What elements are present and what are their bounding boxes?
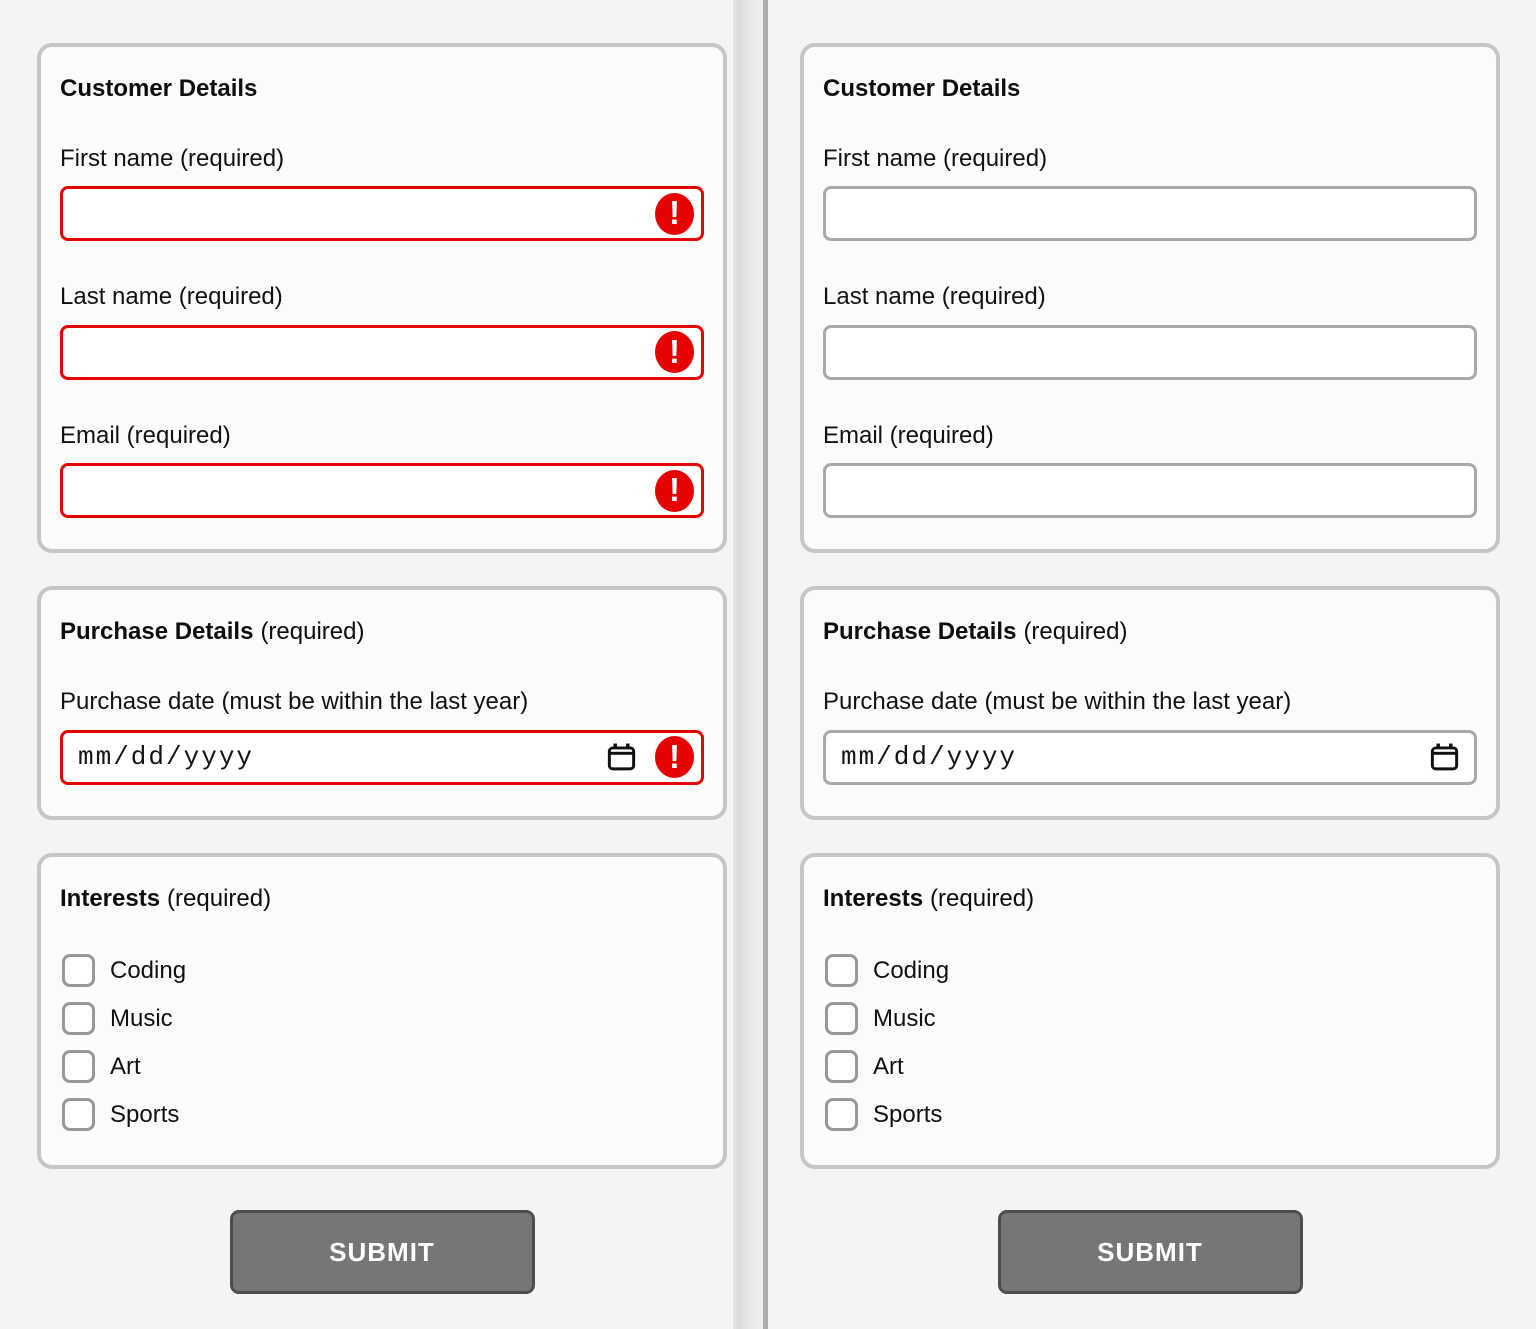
checkbox-label-sports: Sports (873, 1100, 943, 1128)
email-input[interactable] (63, 466, 701, 515)
customer-details-title-text: Customer Details (60, 75, 258, 102)
error-icon (655, 736, 694, 778)
purchase-details-title-text: Purchase Details (60, 618, 254, 646)
checkbox-row-music (825, 1002, 1477, 1035)
valid-form-panel (768, 0, 1536, 1329)
email-field (60, 463, 704, 518)
purchase-date-label: Purchase date (must be within the last year) (60, 687, 529, 715)
interests-title-text: Interests (823, 884, 924, 912)
interests-required-text: (required) (930, 884, 1035, 912)
checkbox-row-sports (825, 1098, 1477, 1131)
customer-details-title (823, 75, 1477, 103)
interests-card (800, 853, 1500, 1170)
last-name-label: Last name (required) (60, 283, 283, 311)
first-name-field (60, 186, 704, 241)
checkbox-row-music (62, 1002, 704, 1035)
checkbox-coding[interactable] (62, 954, 95, 987)
purchase-details-card (37, 586, 727, 819)
error-icon-glyph: ! (669, 471, 680, 509)
purchase-date-field[interactable] (60, 730, 704, 785)
error-icon (655, 193, 694, 235)
error-icon-glyph: ! (669, 332, 680, 370)
checkbox-label-music: Music (110, 1004, 173, 1032)
first-name-input[interactable] (63, 189, 701, 238)
checkbox-art[interactable] (825, 1050, 858, 1083)
calendar-icon[interactable] (1429, 742, 1460, 773)
submit-button[interactable]: SUBMIT (998, 1210, 1303, 1294)
purchase-details-title (60, 618, 704, 646)
checkbox-label-sports: Sports (110, 1100, 180, 1128)
email-label: Email (required) (60, 421, 231, 449)
customer-details-title (60, 75, 704, 103)
page-divider (733, 0, 768, 1329)
email-field (823, 463, 1477, 518)
error-icon (655, 470, 694, 512)
checkbox-label-art: Art (873, 1052, 904, 1080)
error-icon-glyph: ! (669, 737, 680, 775)
purchase-details-title-text: Purchase Details (823, 618, 1017, 646)
checkbox-row-art (62, 1050, 704, 1083)
interests-title-text: Interests (60, 884, 161, 912)
checkbox-label-art: Art (110, 1052, 141, 1080)
purchase-date-label: Purchase date (must be within the last year) (823, 687, 1292, 715)
interests-required-text: (required) (167, 884, 272, 912)
checkbox-row-coding (825, 954, 1477, 987)
last-name-field (823, 325, 1477, 380)
first-name-label: First name (required) (823, 144, 1048, 172)
calendar-icon[interactable] (606, 742, 637, 773)
email-label: Email (required) (823, 421, 994, 449)
checkbox-coding[interactable] (825, 954, 858, 987)
error-form-panel (0, 0, 733, 1329)
checkbox-sports[interactable] (825, 1098, 858, 1131)
purchase-details-card (800, 586, 1500, 819)
checkbox-row-art (825, 1050, 1477, 1083)
interests-title (823, 885, 1477, 913)
submit-button[interactable]: SUBMIT (230, 1210, 535, 1294)
last-name-input[interactable] (63, 328, 701, 377)
purchase-date-field[interactable] (823, 730, 1477, 785)
checkbox-label-coding: Coding (873, 956, 950, 984)
customer-details-card (800, 43, 1500, 553)
first-name-input[interactable] (826, 189, 1474, 238)
first-name-label: First name (required) (60, 144, 285, 172)
purchase-details-required-text: (required) (1023, 618, 1128, 646)
checkbox-label-music: Music (873, 1004, 936, 1032)
last-name-input[interactable] (826, 328, 1474, 377)
checkbox-music[interactable] (62, 1002, 95, 1035)
first-name-field (823, 186, 1477, 241)
checkbox-music[interactable] (825, 1002, 858, 1035)
last-name-field (60, 325, 704, 380)
customer-details-title-text: Customer Details (823, 75, 1021, 102)
last-name-label: Last name (required) (823, 283, 1046, 311)
purchase-details-title (823, 618, 1477, 646)
interests-card (37, 853, 727, 1170)
date-placeholder: mm/dd/yyyy (841, 742, 1018, 773)
error-icon (655, 331, 694, 373)
checkbox-sports[interactable] (62, 1098, 95, 1131)
email-input[interactable] (826, 466, 1474, 515)
checkbox-row-coding (62, 954, 704, 987)
checkbox-row-sports (62, 1098, 704, 1131)
interests-options (60, 954, 704, 1131)
checkbox-label-coding: Coding (110, 956, 187, 984)
interests-options (823, 954, 1477, 1131)
interests-title (60, 885, 704, 913)
error-icon-glyph: ! (669, 194, 680, 232)
date-placeholder: mm/dd/yyyy (78, 742, 255, 773)
checkbox-art[interactable] (62, 1050, 95, 1083)
customer-details-card (37, 43, 727, 553)
purchase-details-required-text: (required) (260, 618, 365, 646)
